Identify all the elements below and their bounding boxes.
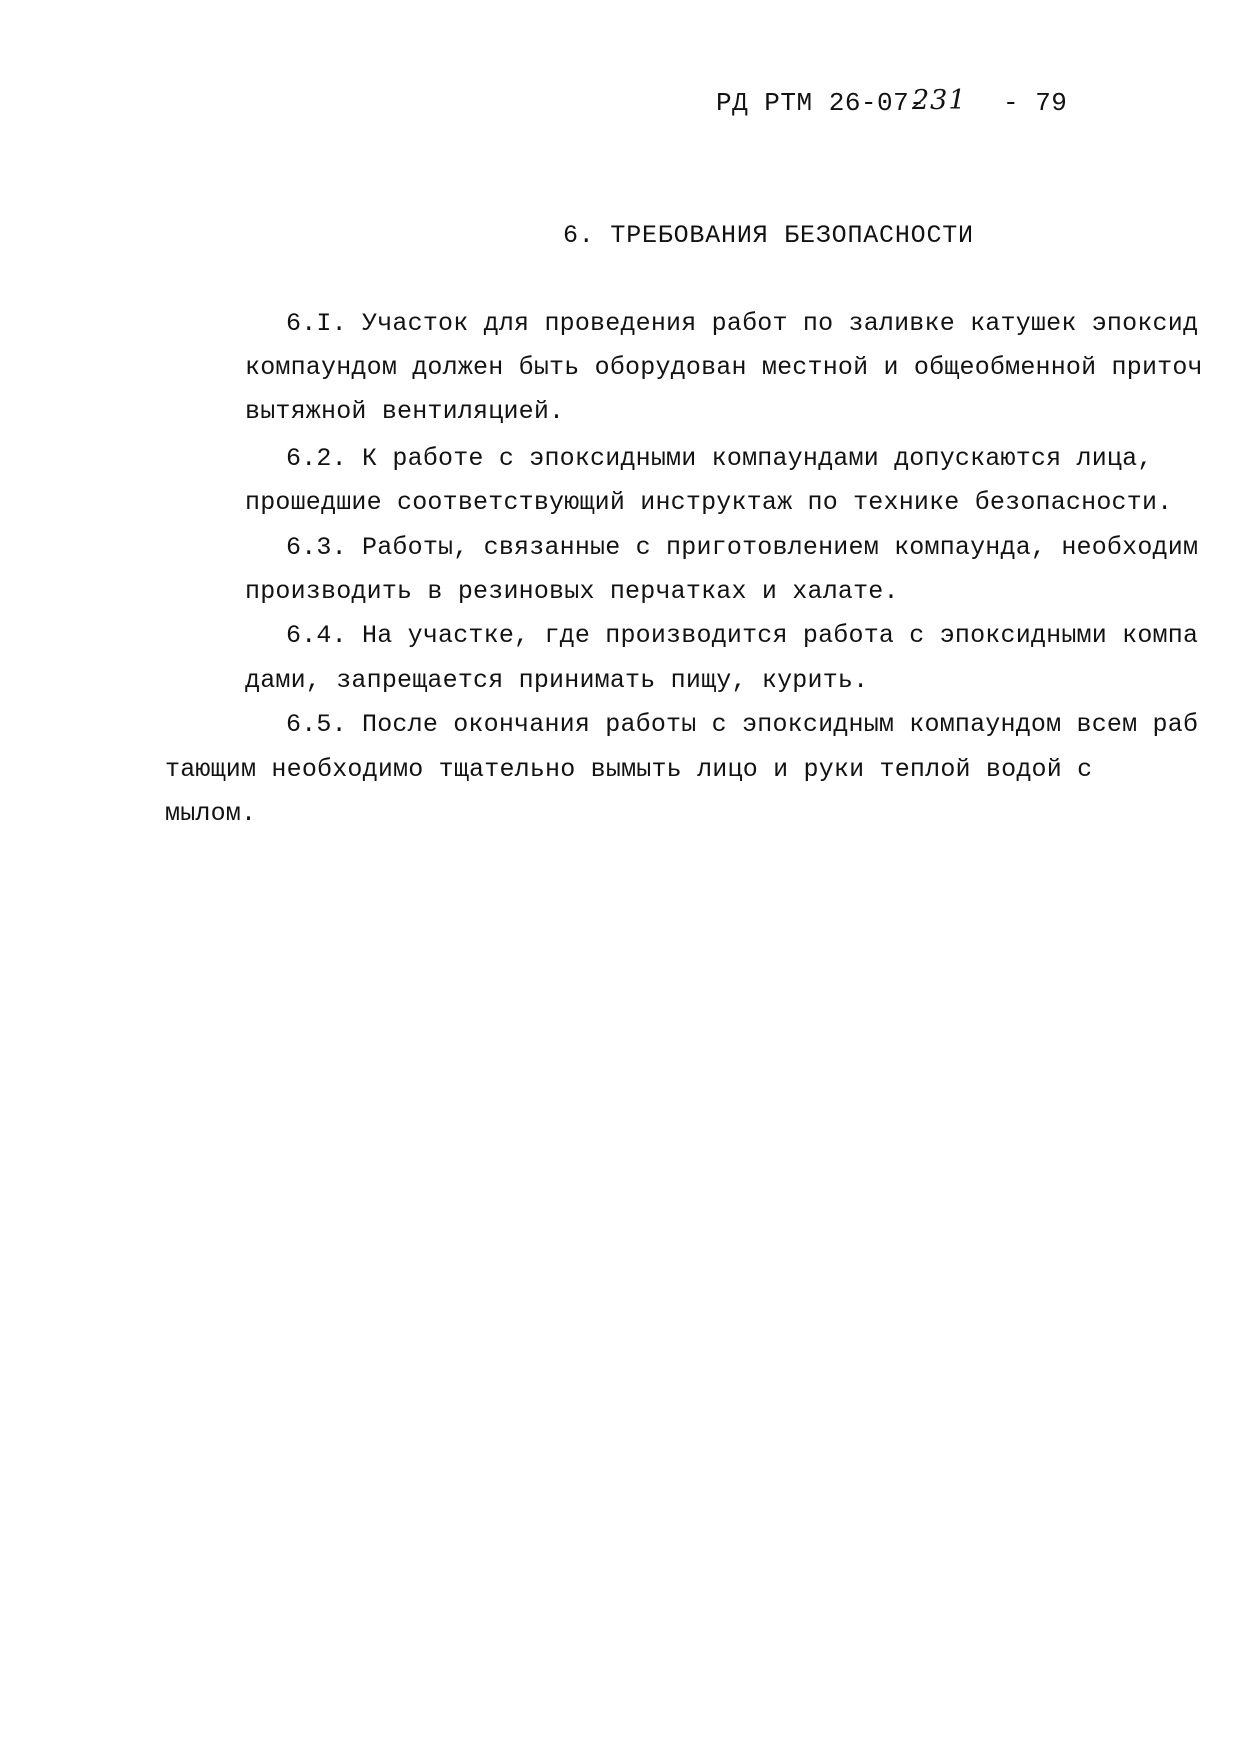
text-line: 6.3. Работы, связанные с приготовлением компаунда, необходим	[286, 533, 1199, 562]
text-line: 6.2. К работе с эпоксидными компаундами допускаются лица,	[286, 444, 1153, 473]
text-line: мылом.	[165, 799, 257, 828]
header-doc-code: РД РТМ 26-07-	[716, 88, 926, 118]
text-line: компаундом должен быть оборудован местной и общеобменной приточ	[245, 353, 1203, 382]
text-line: производить в резиновых перчатках и халате.	[245, 577, 899, 606]
text-line: дами, запрещается принимать пищу, курить.	[245, 666, 869, 695]
text-line: 6.5. После окончания работы с эпоксидным компаундом всем раб	[286, 710, 1199, 739]
text-line: прошедшие соответствующий инструктаж по технике безопасности.	[245, 488, 1173, 517]
text-line: 6.4. На участке, где производится работа с эпоксидными компа	[286, 621, 1199, 650]
text-line: 6.I. Участок для проведения работ по заливке катушек эпоксид	[286, 309, 1199, 338]
header-doc-number: 231	[912, 85, 967, 116]
text-line: тающим необходимо тщательно вымыть лицо и руки теплой водой с	[165, 755, 1093, 784]
text-line: вытяжной вентиляцией.	[245, 397, 565, 426]
page-number: - 79	[1003, 88, 1068, 118]
section-title: 6. ТРЕБОВАНИЯ БЕЗОПАСНОСТИ	[563, 221, 974, 250]
